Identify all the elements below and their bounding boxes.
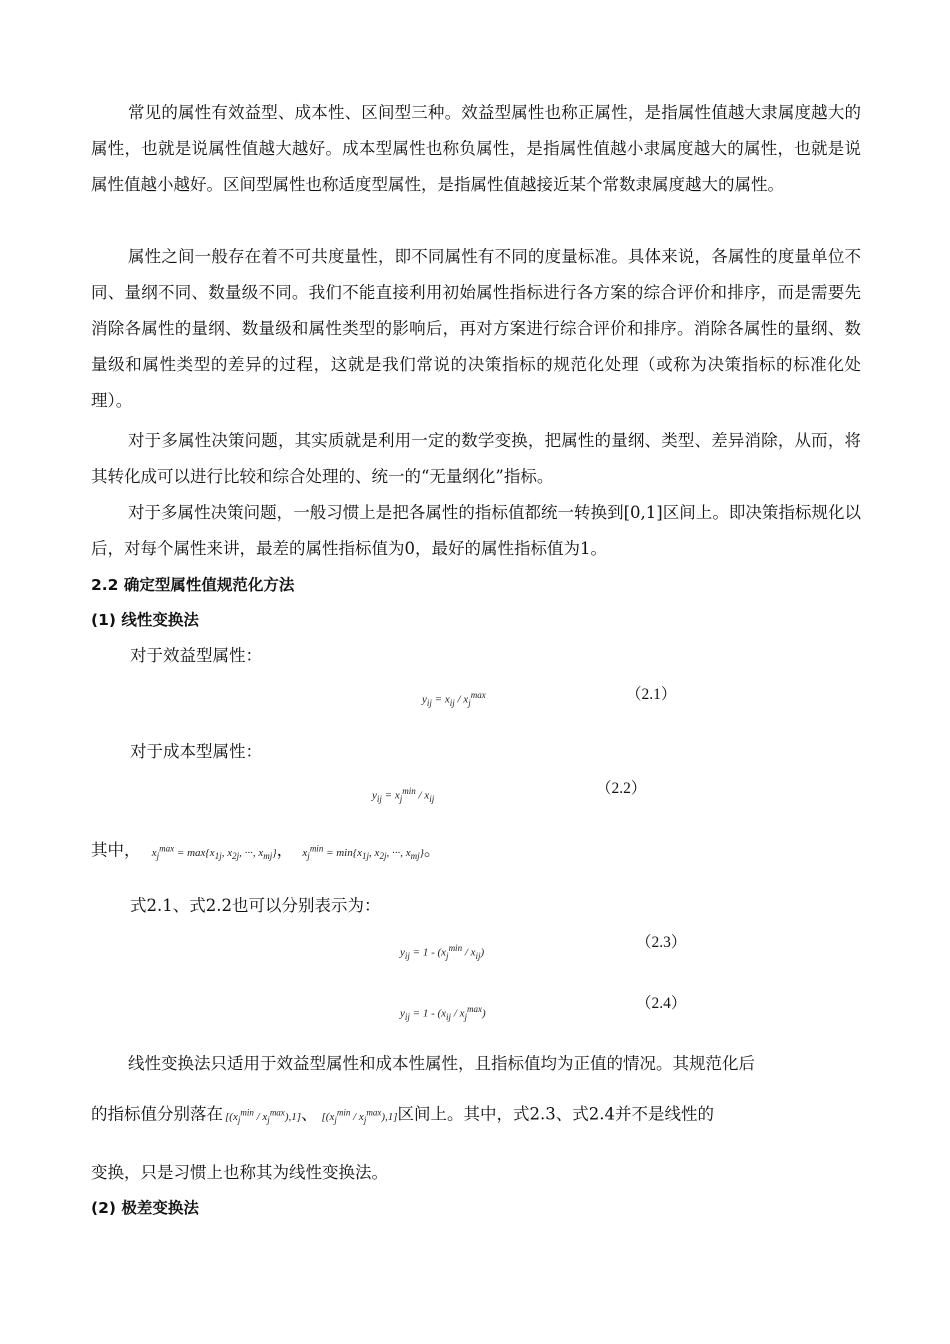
equation-number-2-2: （2.2）	[596, 780, 647, 797]
paragraph-essence: 对于多属性决策问题，其实质就是利用一定的数学变换，把属性的量纲、类型、差异消除，从而，将其转化成可以进行比较和综合处理的、统一的“无量纲化”指标。	[91, 431, 861, 486]
paragraph-normalization: 属性之间一般存在着不可共度量性，即不同属性有不同的度量标准。具体来说，各属性的度量单位不同、量纲不同、数量级不同。我们不能直接利用初始属性指标进行各方案的综合评价和排序，而是需要先消除各属性的量纲、数量级和属性类型的影响后，再对方案进行综合评价和排序。消除各属性的量纲、数量级和属性类型的差异的过程，这就是我们常说的决策指标的规范化处理（或称为决策指标的标准化处理）。	[91, 247, 861, 410]
formula-max-definition: $x_j^{max} = \max\{x_{1j}$, $x_{2j}$, ···, $x_{mj}$}	[151, 843, 277, 861]
formula-2-4: $y_{ij} = 1 - (x_{ij} / x_j^{max})$	[400, 1004, 486, 1022]
formula-2-2: $y_{ij} = x_j^{min} / x_{ij}$	[372, 786, 435, 804]
paragraph-attribute-types: 常见的属性有效益型、成本性、区间型三种。效益型属性也称正属性，是指属性值越大隶属度越大的属性，也就是说属性值越大越好。成本型属性也称负属性，是指属性值越小隶属度越大的属性，也就是说属性值越小越好。区间型属性也称适度型属性，是指属性值越接近某个常数隶属度越大的属性。	[91, 103, 861, 194]
formula-2-3: $y_{ij} = 1 - (x_j^{min} / x_{ij})$	[400, 943, 485, 961]
paragraph-interval: 对于多属性决策问题，一般习惯上是把各属性的指标值都统一转换到[0,1]区间上。即决策指标规化以后，对每个属性来讲，最差的属性指标值为0，最好的属性指标值为1。	[91, 503, 861, 558]
where-end: 。	[424, 840, 441, 860]
linear-conclusion-line: 变换，只是习惯上也称其为线性变换法。	[91, 1163, 388, 1182]
cost-attribute-line: 对于成本型属性：	[130, 742, 262, 761]
section-heading: 2.2 确定型属性值规范化方法	[91, 576, 295, 594]
where-label: 其中，	[91, 840, 141, 860]
interval-line	[91, 1100, 714, 1132]
subsection-heading-range: (2) 极差变换法	[91, 1199, 199, 1217]
interval-line-text-end: 区间上。其中，式2.3、式2.4并不是线性的	[397, 1104, 715, 1124]
benefit-attribute-line: 对于效益型属性：	[130, 646, 262, 665]
where-line	[91, 836, 441, 868]
where-separator: ，	[276, 840, 294, 860]
formula-interval-2: $[(x_j^{min} / x_j^{max}),1]$	[321, 1107, 398, 1125]
paragraph-linear-applicability: 线性变换法只适用于效益型属性和成本性属性，且指标值均为正值的情况。其规范化后	[128, 1054, 755, 1073]
formula-interval-1: $[(x_j^{min} / x_j^{max}),1]$	[225, 1107, 302, 1125]
alternative-forms-line: 式2.1、式2.2也可以分别表示为：	[130, 896, 381, 915]
formula-2-1: $y_{ij} = x_{ij} / x_j^{max}$	[422, 690, 486, 708]
equation-number-2-1: （2.1）	[626, 686, 677, 703]
interval-separator: 、	[301, 1104, 318, 1124]
equation-number-2-3: （2.3）	[636, 934, 687, 951]
formula-min-definition: $x_j^{min} = \min\{x_{1j}$, $x_{2j}$, ···, $x_{mj}$}	[302, 843, 424, 861]
interval-line-text-start: 的指标值分别落在	[91, 1104, 223, 1124]
subsection-heading-linear: (1) 线性变换法	[91, 611, 199, 629]
equation-number-2-4: （2.4）	[636, 995, 687, 1012]
